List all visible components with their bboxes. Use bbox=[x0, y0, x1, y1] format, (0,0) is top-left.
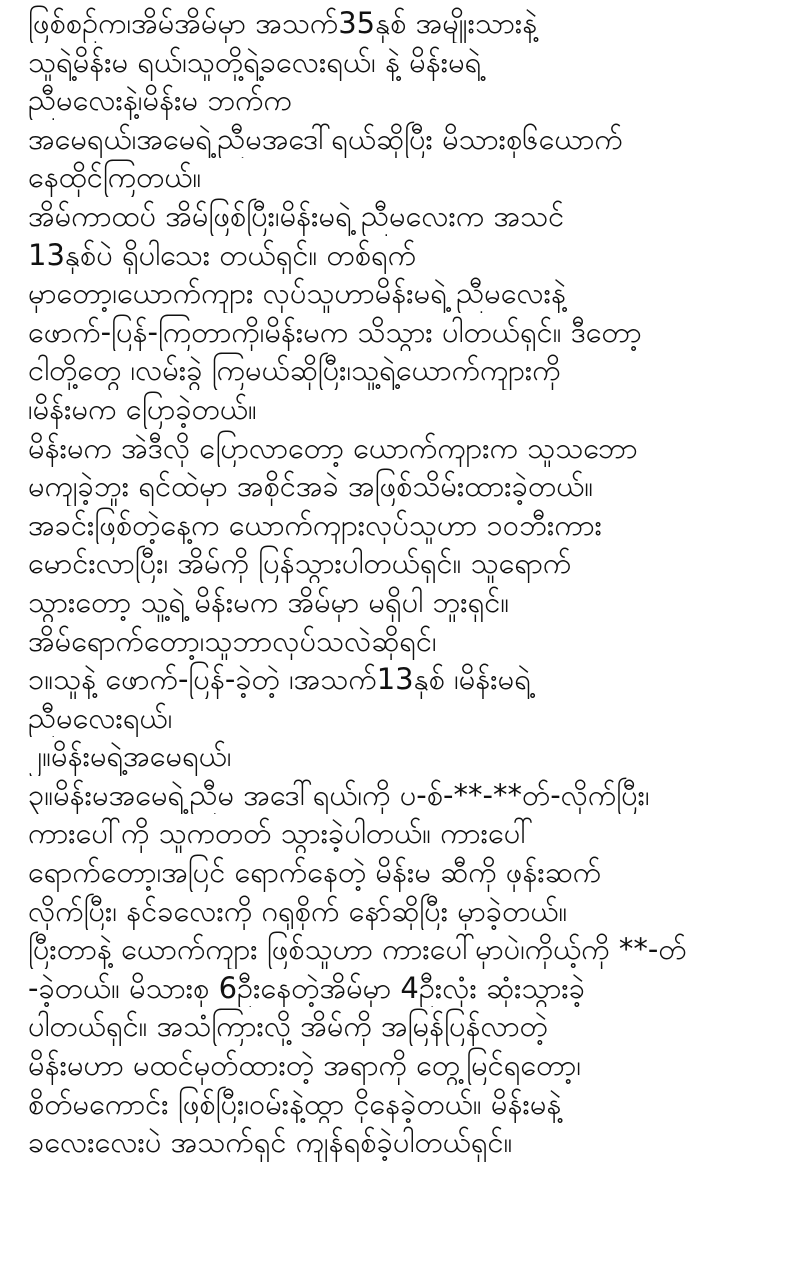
text-line: ပါတယ်ရှင်။ အသံကြားလို့ အိမ်ကို အမြန်ပြန်လာတဲ့ bbox=[28, 1009, 548, 1044]
text-line: ညီမလေးနဲ့၊မိန်းမ ဘက်က bbox=[28, 83, 292, 118]
text-line: ဖောက်-ပြန်-ကြတာကို၊မိန်းမက သိသွား ပါတယ်ရှင်။ ဒီတော့ bbox=[28, 314, 642, 349]
post-text bbox=[28, 4, 777, 1162]
text-line: အိမ်ရောက်တော့၊သူဘာလုပ်သလဲဆိုရင်၊ bbox=[28, 623, 437, 658]
text-line: မိန်းမဟာ မထင်မှတ်ထားတဲ့ အရာကို တွေ့မြင်ရတော့၊ bbox=[28, 1048, 581, 1083]
text-line: ၊မိန်းမက ပြောခဲ့တယ်။ bbox=[28, 391, 257, 426]
text-line: ၃။မိန်းမအမေရဲ့ညီမ အဒေါ်ရယ်၊ကို ပ-စ်-**-**တ်-လိုက်ပြီး၊ bbox=[28, 777, 650, 812]
text-line: မိန်းမက အဲဒီလို ပြောလာတော့ ယောက်ကျားက သူသဘော bbox=[28, 430, 638, 465]
text-line: ငါတို့တွေ ၊လမ်းခွဲ ကြမယ်ဆိုပြီး၊သူ့ရဲ့ယောက်ကျားကို bbox=[28, 353, 561, 388]
text-line: ခလေးလေးပဲ အသက်ရှင် ကျန်ရစ်ခဲ့ပါတယ်ရှင်။ bbox=[28, 1125, 513, 1160]
text-line: အခင်းဖြစ်တဲ့နေ့က ယောက်ကျားလုပ်သူဟာ ၁၀ဘီးကား bbox=[28, 507, 603, 542]
text-line: မောင်းလာပြီး၊ အိမ်ကို ပြန်သွားပါတယ်ရှင်။ သူရောက် bbox=[28, 546, 572, 581]
text-line: မကျခဲ့ဘူး ရင်ထဲမှာ အစိုင်အခဲ အဖြစ်သိမ်းထားခဲ့တယ်။ bbox=[28, 469, 594, 504]
text-line: ဖြစ်စဉ်က၊အိမ်အိမ်မှာ အသက်35နှစ် အမျိုးသားနဲ့ bbox=[28, 6, 538, 40]
text-line: ၁။သူနဲ့ ဖောက်-ပြန်-ခဲ့တဲ့ ၊အသက်13နှစ် ၊မိန်းမရဲ့ bbox=[28, 662, 531, 697]
text-line: ကားပေါ်ကို သူကတတ် သွားခဲ့ပါတယ်။ ကားပေါ် bbox=[28, 816, 534, 851]
text-line: အိမ်ကာထပ် အိမ်ဖြစ်ပြီး၊မိန်းမရဲ့ ညီမလေးက အသင် bbox=[28, 198, 565, 233]
text-line: အမေရယ်၊အမေရဲ့ညီမအဒေါ်ရယ်ဆိုပြီး မိသားစု၆ယောက် bbox=[28, 121, 623, 156]
text-line: နေထိုင်ကြတယ်။ bbox=[28, 160, 202, 195]
text-line: ရောက်တော့၊အပြင် ရောက်နေတဲ့ မိန်းမ ဆီကို ဖုန်းဆက် bbox=[28, 855, 602, 890]
text-line: သူရဲ့မိန်းမ ရယ်၊သူတို့ရဲ့ခလေးရယ်၊ နဲ့ မိန်းမရဲ့ bbox=[28, 44, 482, 79]
text-line: မှာတော့၊ယောက်ကျား လုပ်သူဟာမိန်းမရဲ့ ညီမလေးနဲ့ bbox=[28, 276, 567, 311]
text-line: ပြီးတာနဲ့ ယောက်ကျား ဖြစ်သူဟာ ကားပေါ်မှာပဲ၊ကိုယ့်ကို **-တ် bbox=[28, 932, 687, 967]
text-line: သွားတော့ သူ့ရဲ့ မိန်းမက အိမ်မှာ မရှိပါ ဘူးရှင်။ bbox=[28, 584, 510, 619]
text-line: စိတ်မကောင်း ဖြစ်ပြီး၊ဝမ်းနဲ့ထွာ ငိုနေခဲ့တယ်။ မိန်းမနဲ့ bbox=[28, 1086, 562, 1121]
text-line: လိုက်ပြီး၊ နင်ခလေးကို ဂရုစိုက် နော်ဆိုပြီး မှာခဲ့တယ်။ bbox=[28, 893, 568, 928]
text-line: -ခဲ့တယ်။ မိသားစု 6ဦးနေတဲ့အိမ်မှာ 4ဦးလုံး ဆုံးသွားခဲ့ bbox=[28, 970, 586, 1005]
text-line: ညီမလေးရယ်၊ bbox=[28, 700, 173, 735]
text-line: 13နှစ်ပဲ ရှိပါသေး တယ်ရှင်။ တစ်ရက် bbox=[28, 237, 417, 272]
text-line: ၂။မိန်းမရဲ့အမေရယ်၊ bbox=[28, 739, 232, 774]
